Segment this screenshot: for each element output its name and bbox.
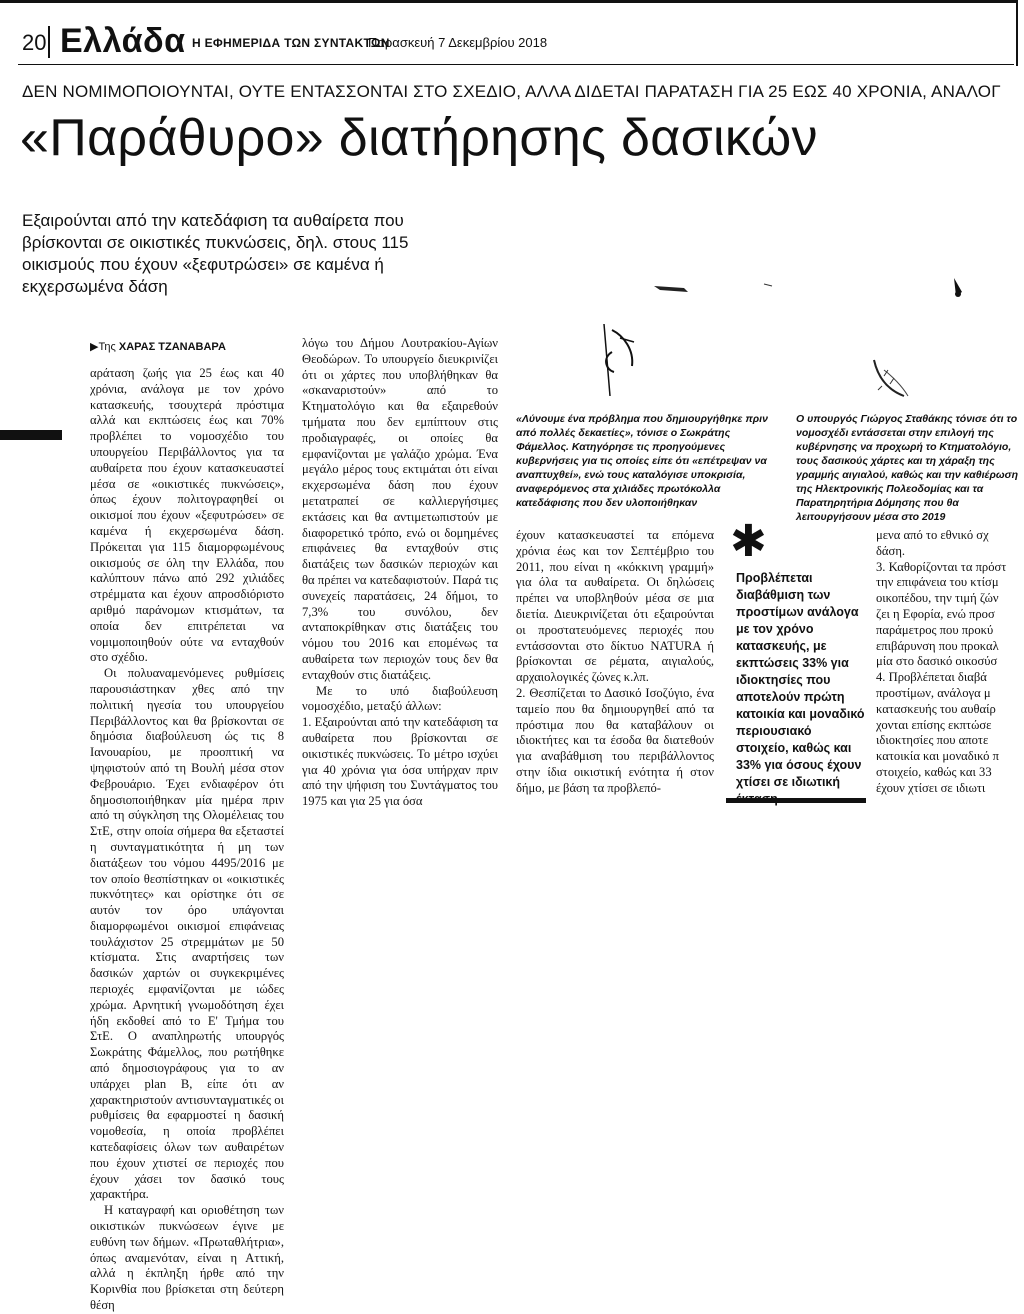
newspaper-name: Η ΕΦΗΜΕΡΙΔΑ ΤΩΝ ΣΥΝΤΑΚΤΩΝ — [192, 36, 390, 50]
byline-author: ΧΑΡΑΣ ΤΖΑΝΑΒΑΡΑ — [118, 341, 226, 353]
line: μενα από το εθνικό σχ — [876, 528, 989, 542]
page-number: 20 — [22, 30, 47, 55]
line: παράμετρος που προκύ — [876, 622, 994, 637]
pull-quote-rule — [726, 798, 866, 803]
line: έχουν χτίσει σε ιδιωτι — [876, 780, 986, 795]
page-number-divider — [48, 26, 50, 58]
header-rule — [18, 64, 1014, 65]
photo-image — [484, 200, 1024, 412]
page-edge-rule — [1016, 0, 1018, 66]
paragraph: Οι πολυαναμενόμενες ρυθμίσεις παρουσιάστηκαν χθες από την πολιτική ηγεσία του υπουργείου Περιβάλλοντος και θα βρίσκονται σε δημόσια διαβούλευση ώς τις 8 Ιανουαρίου, με προοπτική να ψηφιστούν από τη Βουλή μέσα στον Φεβρουάριο. Έχει ενδιαφέρον ότι δημοσιοποιήθηκαν μία ημέρα πριν από τη σύγκληση της Ολομέλειας του ΣτΕ, στην οποία σήμερα θα εξεταστεί η συνταγματικότητα ή μη των διατάξεων του νόμου 4495/2016 με τον οποίο θεσπίστηκαν οι «οικιστικές πυκνότητες» και ορίστηκε ότι σε αυτόν τον όρο υπάγονται διαμορφωμένοι οικισμοί επιφάνειας τουλάχιστον 25 στρεμμάτων με 50 κτίσματα. Στις αναρτήσεις των δασικών χαρτών οι συγκεκριμένες περιοχές εμφανίζονται με ιώδες χρώμα. Αρνητική γνωμοδότηση έχει ήδη εκδοθεί από το Ε' Τμήμα του ΣτΕ. Ο αναπληρωτής υπουργός Σωκράτης Φάμελλος, που ρωτήθηκε από δημοσιογράφους για το αν υπάρχει plan B, είπε ότι αν χαρακτηριστούν αντισυνταγματικές οι ρυθμίσεις θα εφαρμοστεί η δασική νομοθεσία, η οποία προβλέπει κατεδαφίσεις όλων των αυθαιρέτων που έχουν χτιστεί σε περιοχές που έχουν χάσει τον δασικό τους χαρακτήρα. — [90, 666, 284, 1202]
line: 3. Καθορίζονται τα πρόστ — [876, 559, 1007, 574]
paragraph: 1. Εξαιρούνται από την κατεδάφιση τα αυθαίρετα που βρίσκονται σε οικιστικές πυκνώσεις. Το μέτρο ισχύει για 40 χρόνια για όσα υπήρχαν πριν από την ψήφιση του Συντάγματος του 1975 και για 25 για όσα — [302, 715, 498, 809]
paragraph: Η καταγραφή και οριοθέτηση των οικιστικών πυκνώσεων έγινε με ευθύνη των δήμων. «Πρωταθλήτρια», όπως αναμενόταν, είναι η Αττική, αλλά η έκπληξη ήρθε από την Κορινθία που βρίσκεται στη δεύτερη θέση — [90, 1203, 284, 1313]
line: χονται επίσης εκπτώσε — [876, 717, 992, 732]
margin-bar — [0, 430, 62, 440]
article-column-3 — [516, 528, 714, 797]
paragraph: λόγω του Δήμου Λουτρακίου-Αγίων Θεοδώρων. Το υπουργείο διευκρινίζει ότι οι χάρτες που υποβλήθηκαν θα «σκαναριστούν» από το Κτηματολόγιο και θα εξαιρεθούν τμήματα που δεν εμπίπτουν στις προδιαγραφές, οι οποίες θα εμφανίζονται με γαλάζιο χρώμα. Ένα μεγάλο μέρος τους εκτιμάται ότι είναι εκχερσωμένα δάση που έχουν μετατραπεί σε καλλιεργήσιμες εκτάσεις και θα αντιμετωπιστούν με διαφορετικό τρόπο, ενώ οι δομημένες επιφάνειες θα ενταχθούν στις διατάξεις των δασικών περιοχών και θα πρέπει να κατεδαφιστούν. Παρά τις συνεχείς παρατάσεις, 24 δήμοι, το 7,3% του συνόλου, δεν ανταποκρίθηκαν στις διατάξεις του νόμου του 2016 και επομένως τα αυθαίρετα των περιοχών τους δεν θα ενταχθούν στις διατάξεις. — [302, 336, 498, 682]
issue-date: Παρασκευή 7 Δεκεμβρίου 2018 — [368, 35, 548, 50]
line: επιβάρυνση που προκαλ — [876, 638, 999, 653]
article-column-2 — [302, 336, 498, 810]
article-subheadline: Εξαιρούνται από την κατεδάφιση τα αυθαίρετα που βρίσκονται σε οικιστικές πυκνώσεις, δηλ. στους 115 οικισμούς που έχουν «ξεφυτρώσει» σε καμένα ή εκχερσωμένα δάση — [22, 211, 409, 296]
article-column-5 — [876, 528, 1024, 797]
line: μία στο δασικό οικοσύσ — [876, 654, 998, 669]
line: 4. Προβλέπεται διαβά — [876, 670, 987, 685]
line: δάση. — [876, 543, 906, 558]
paragraph: έχουν κατασκευαστεί τα επόμενα χρόνια έως και τον Σεπτέμβριο του 2011, που είναι η «κόκκινη γραμμή» για όλα τα αυθαίρετα. Οι δηλώσεις πρέπει να υποβληθούν μέσα σε μια διετία. Διευκρινίζεται ότι εξαιρούνται οι προστατευόμενες περιοχές που εντάσσονται στο δίκτυο NATURA ή βρίσκονται σε ρέματα, αιγιαλούς, αρχαιολογικές ζώνες κ.λπ. — [516, 528, 714, 685]
paragraph: 2. Θεσπίζεται το Δασικό Ισοζύγιο, ένα ταμείο που θα δημιουργηθεί από τα πρόστιμα που θα καταβάλουν οι ιδιοκτήτες και τα έσοδα θα διατεθούν για αναβάθμιση του περιβάλλοντος στην ίδια οικιστική ενότητα ή στον δήμο, με βάση τα προβλεπό- — [516, 685, 714, 795]
section-title: Ελλάδα — [60, 22, 186, 60]
asterisk-icon: ✱ — [730, 516, 767, 567]
line: την επιφάνεια του κτίσμ — [876, 575, 999, 590]
article-headline: «Παράθυρο» διατήρησης δασικών — [20, 109, 818, 167]
byline-arrow-icon: ▶ — [90, 341, 99, 353]
line: οικοπέδου, την τιμή ζών — [876, 591, 999, 606]
byline — [90, 340, 226, 353]
line: στοιχείο, καθώς και 33 — [876, 764, 992, 779]
line: προστίμων, ανάλογα μ — [876, 685, 991, 700]
line: ιδιοκτησίες που αποτε — [876, 733, 989, 748]
article-kicker: ΔΕΝ ΝΟΜΙΜΟΠΟΙΟΥΝΤΑΙ, ΟΥΤΕ ΕΝΤΑΣΣΟΝΤΑΙ ΣΤΟ ΣΧΕΔΙΟ, ΑΛΛΑ ΔΙΔΕΤΑΙ ΠΑΡΑΤΑΣΗ ΓΙΑ 25 ΕΩΣ 40 ΧΡΟΝΙΑ, ΑΝΑΛΟΓ — [22, 82, 1001, 101]
article-column-1 — [90, 366, 284, 1314]
line: ζει η Εφορία, ενώ προσ — [876, 606, 995, 621]
paragraph: Με το υπό διαβούλευση νομοσχέδιο, μεταξύ άλλων: — [302, 683, 498, 714]
pull-quote: Προβλέπεται διαβάθμιση των προστίμων ανάλογα με τον χρόνο κατασκευής, με εκπτώσεις 33% για ιδιοκτησίες που αποτελούν πρώτη κατοικία και μοναδικό περιουσιακό στοιχείο, καθώς και 33% για όσους έχουν χτίσει σε ιδιωτική — [736, 571, 865, 789]
paragraph: αράταση ζωής για 25 έως και 40 χρόνια, ανάλογα με τον χρόνο κατασκευής, τσουχτερά πρόστιμα αλλά και εκπτώσεις έως και 70% προβλέπει το νομοσχέδιο του υπουργείου Περιβάλλοντος για τα αυθαίρετα που έχουν κατασκευαστεί μέσα σε «οικιστικές πυκνώσεις», όπως έχουν πολιτογραφηθεί οι οικισμοί που έχουν «ξεφυτρώσει» σε καμένα ή εκχερσωμένα δάση. Πρόκειται για 115 διαμορφωμένους οικισμούς σε όλη την Ελλάδα, που καλύπτουν πάνω από 292 χιλιάδες στρέμματα και έχουν απροσδιόριστο αριθμό παράνομων κτισμάτων, τα οποία δεν επιτρέπεται να νομιμοποιηθούν ούτε να ενταχθούν στο σχέδιο. — [90, 366, 284, 665]
press-conference-photo — [484, 200, 1024, 412]
photo-caption-left: «Λύνουμε ένα πρόβλημα που δημιουργήθηκε πριν από πολλές δεκαετίες», τόνισε ο Σωκράτης Φάμελλος. Κατηγόρησε τις προηγούμενες κυβερνήσεις για τις οποίες είπε ότι «επέτρεψαν να αναπτυχθεί», ενώ τους καταλόγισε υποκρισία, αναφερόμενος στα χιλιάδες πρωτόκολλα κατεδάφισης που δεν υλοποιήθηκαν — [516, 413, 768, 509]
byline-prefix: Της — [98, 341, 116, 353]
header-top-rule — [0, 0, 1016, 3]
photo-caption-right: Ο υπουργός Γιώργος Σταθάκης τόνισε ότι το νομοσχέδι εντάσσεται στην επιλογή της κυβέρνησης να προχωρή το Κτηματολόγιο, τους δασικούς χάρτες και τη χάραξη της γραμμής αιγιαλού, καθώς και την καθιέρωση της Ηλεκτρονικής Πολεοδομίας και τα Παρατηρητήρια Δόμησης που θα λειτουργήσουν μέσα στο 2019 — [796, 413, 1019, 523]
line: κατοικία και μοναδικό π — [876, 749, 999, 764]
line: κατασκευής του αυθαίρ — [876, 701, 996, 716]
